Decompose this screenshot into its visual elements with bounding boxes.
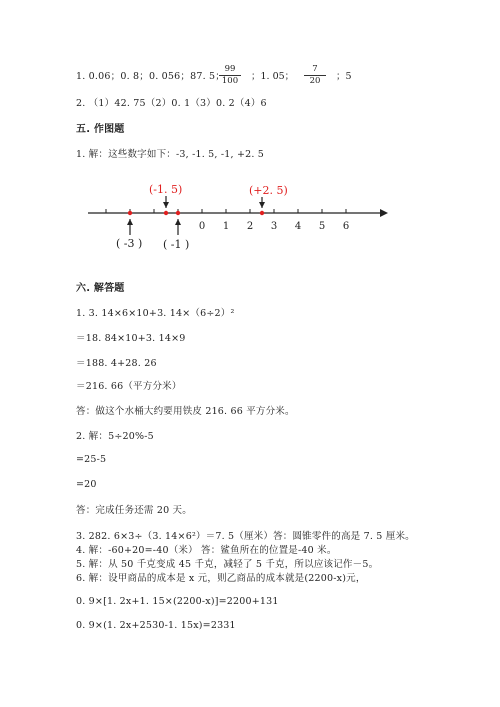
calc-2-line-2: =25-5 bbox=[76, 454, 107, 465]
marked-point bbox=[260, 211, 264, 215]
answer-2: 2. （1）42. 75（2）0. 1（3）0. 2（4）6 bbox=[76, 98, 267, 109]
calc-1-line-3: ＝188. 4+28. 26 bbox=[76, 358, 157, 369]
section-5-title: 五. 作图题 bbox=[76, 124, 125, 135]
answer-1-text: 答：做这个水桶大约要用铁皮 216. 66 平方分米。 bbox=[76, 406, 295, 417]
section-5-line-1: 1. 解：这些数字如下：-3, -1. 5, -1, +2. 5 bbox=[76, 149, 265, 160]
number-line-arrowhead bbox=[380, 209, 388, 217]
tick-label: 5 bbox=[318, 221, 326, 232]
arrow-neg-1-5-head bbox=[163, 202, 169, 208]
problem-6-line: 6. 解：设甲商品的成本是 x 元，则乙商品的成本就是(2200-x)元， bbox=[76, 573, 366, 584]
problem-5-line: 5. 解：从 50 千克变成 45 千克，减轻了 5 千克，所以应该记作－5。 bbox=[76, 559, 379, 570]
answer-1-part-a: 1. 0.06；0. 8；0. 056；87. 5； bbox=[76, 71, 225, 82]
calc-2-line-3: =20 bbox=[76, 479, 97, 490]
arrow-neg-1-head bbox=[175, 219, 181, 225]
marked-point bbox=[164, 211, 168, 215]
calc-2-line-1: 2. 解：5÷20%-5 bbox=[76, 431, 154, 442]
fraction-denominator: 20 bbox=[309, 76, 321, 86]
section-6-title: 六. 解答题 bbox=[76, 283, 125, 294]
arrow-pos-2-5-head bbox=[259, 202, 265, 208]
number-line-diagram bbox=[0, 0, 500, 270]
fraction-numerator: 7 bbox=[312, 64, 318, 74]
label-neg-1-5: (-1. 5) bbox=[149, 183, 183, 196]
calc-1-line-4: ＝216. 66（平方分米） bbox=[76, 381, 182, 392]
label-neg-3-paren: ( -3 ) bbox=[116, 237, 143, 250]
tick-label: 1 bbox=[222, 221, 230, 232]
calc-1-line-1: 1. 3. 14×6×10+3. 14×（6÷2）² bbox=[76, 308, 235, 319]
fraction-denominator: 100 bbox=[221, 76, 239, 86]
problem-4-line: 4. 解：-60+20=-40（米） 答：鲨鱼所在的位置是-40 米。 bbox=[76, 545, 337, 556]
answer-2-text: 答：完成任务还需 20 天。 bbox=[76, 505, 192, 516]
tick-label: 3 bbox=[270, 221, 278, 232]
answer-1-end: ；5 bbox=[336, 71, 352, 82]
calc-1-line-2: ＝18. 84×10+3. 14×9 bbox=[76, 333, 186, 344]
fraction-numerator: 99 bbox=[224, 64, 236, 74]
problem-3-line: 3. 282. 6×3÷（3. 14×6²）＝7. 5（厘米）答：圆锥零件的高是 7. 5 厘米。 bbox=[76, 531, 415, 542]
marked-point bbox=[128, 211, 132, 215]
tick-label: 4 bbox=[294, 221, 302, 232]
equation-line-2: 0. 9×(1. 2x+2530-1. 15x)=2331 bbox=[76, 620, 236, 631]
label-neg-1-paren: ( -1 ) bbox=[163, 238, 190, 251]
marked-point bbox=[176, 211, 180, 215]
tick-label: 6 bbox=[342, 221, 350, 232]
label-pos-2-5: (+2. 5) bbox=[249, 184, 288, 197]
tick-label: 2 bbox=[246, 221, 254, 232]
equation-line-1: 0. 9×[1. 2x+1. 15×(2200-x)]=2200+131 bbox=[76, 596, 279, 607]
answer-1-separator: ；1. 05； bbox=[251, 71, 295, 82]
tick-label: 0 bbox=[198, 221, 206, 232]
arrow-neg-3-head bbox=[127, 219, 133, 225]
